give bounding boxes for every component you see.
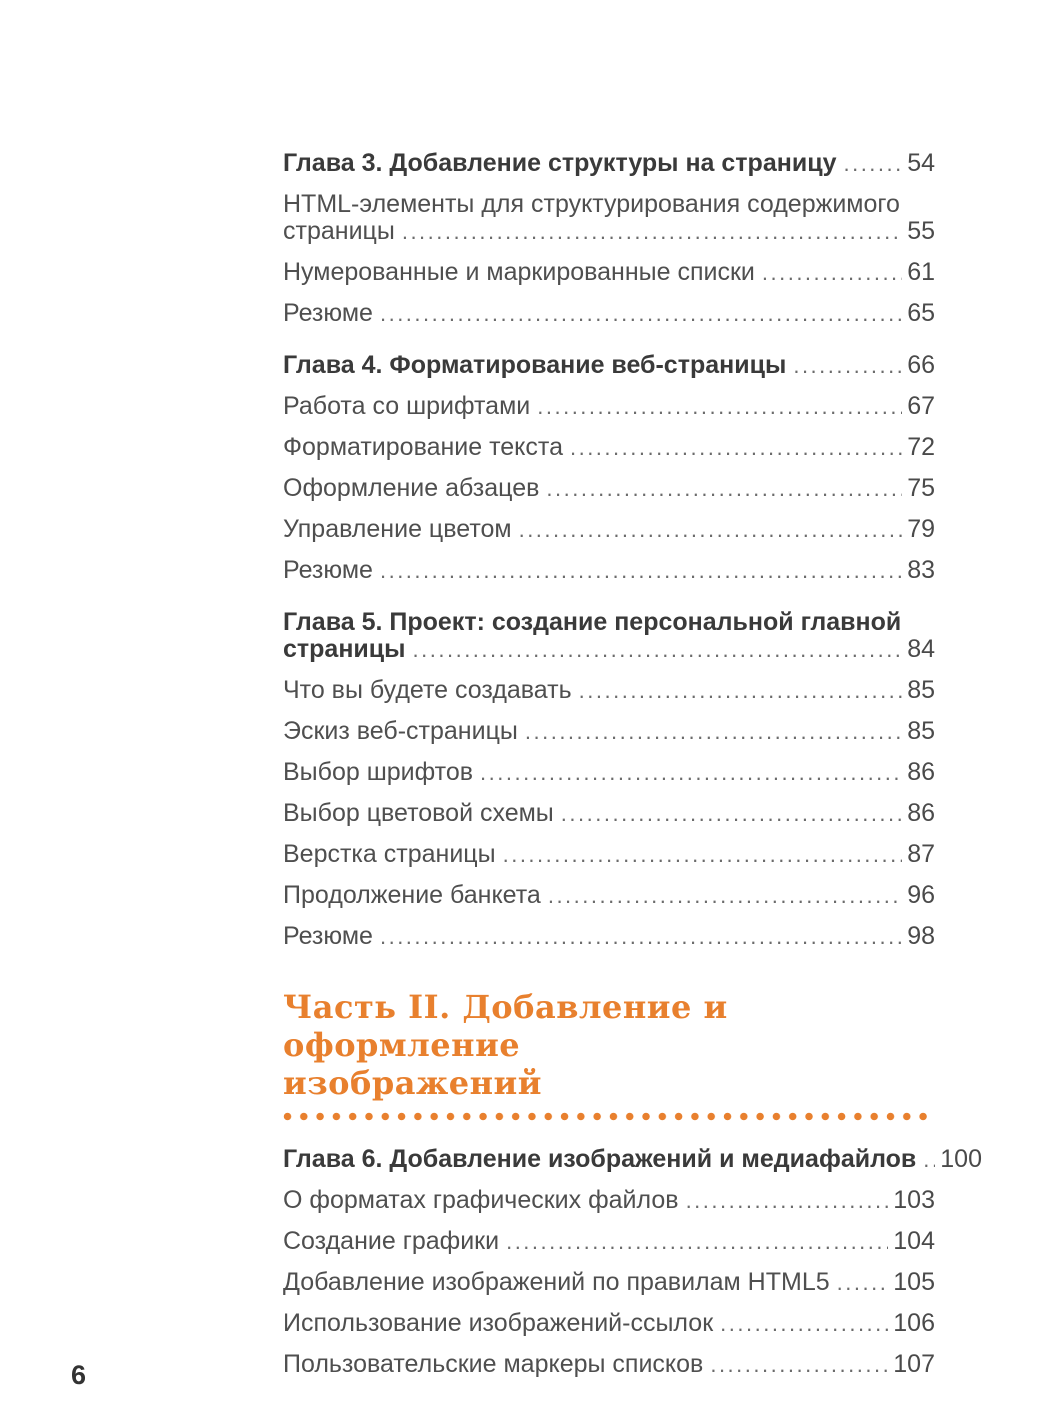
dot-leader	[686, 1187, 889, 1214]
page-number: 6	[71, 1360, 87, 1390]
toc-section-entry	[283, 677, 935, 704]
dot-leader	[923, 1146, 935, 1173]
toc-row	[283, 677, 935, 704]
toc-section-entry	[283, 882, 935, 909]
dot-leader	[519, 516, 903, 543]
toc-section-entry	[283, 393, 935, 420]
toc-row	[283, 475, 935, 502]
dot-leader	[380, 300, 902, 327]
toc-title-line: Глава 5. Проект: создание персональной главной	[283, 608, 902, 636]
toc-section-entry	[283, 1187, 935, 1214]
toc-row	[283, 1351, 935, 1378]
toc-page-number: 61	[907, 258, 935, 286]
toc-title: Работа со шрифтами	[283, 392, 531, 420]
toc-row	[283, 841, 935, 868]
toc-row	[283, 150, 935, 177]
toc-page-number: 98	[907, 922, 935, 950]
toc-page-number: 85	[907, 676, 935, 704]
toc-row	[283, 434, 935, 461]
dot-leader	[843, 150, 902, 177]
toc-title: Эскиз веб-страницы	[283, 717, 518, 745]
dot-leader	[710, 1351, 888, 1378]
toc-page-number: 87	[907, 840, 935, 868]
toc-chapter-entry	[283, 150, 935, 177]
dot-leader	[380, 557, 902, 584]
toc-page-number: 86	[907, 758, 935, 786]
part-heading-block	[283, 988, 935, 1121]
toc-page-number: 55	[907, 217, 935, 245]
toc-section-entry	[283, 1351, 935, 1378]
toc-title: Глава 3. Добавление структуры на страницу	[283, 149, 837, 177]
dot-leader	[503, 841, 903, 868]
toc-title: О форматах графических файлов	[283, 1186, 679, 1214]
toc-page-number: 83	[907, 556, 935, 584]
toc-row	[283, 636, 935, 663]
toc-row	[283, 352, 935, 379]
toc-section-entry	[283, 1310, 935, 1337]
toc-section-entry	[283, 475, 935, 502]
toc-section-entry	[283, 557, 935, 584]
dot-leader	[480, 759, 902, 786]
toc-title: Резюме	[283, 299, 373, 327]
table-of-contents	[283, 149, 982, 1392]
dot-leader	[793, 352, 902, 379]
toc-section-entry	[283, 841, 935, 868]
toc-title: Резюме	[283, 556, 373, 584]
toc-page-number: 75	[907, 474, 935, 502]
toc-section-entry	[283, 800, 935, 827]
toc-section-entry	[283, 191, 935, 245]
dot-leader	[380, 923, 902, 950]
toc-page-number: 72	[907, 433, 935, 461]
toc-chapter-entry	[283, 609, 935, 663]
toc-page-number: 100	[940, 1145, 982, 1173]
toc-page-number: 106	[893, 1309, 935, 1337]
part-title-line: изображений	[283, 1064, 543, 1102]
dot-leader	[525, 718, 902, 745]
toc-row	[283, 882, 935, 909]
toc-page-number: 84	[907, 635, 935, 663]
toc-title: Продолжение банкета	[283, 881, 541, 909]
toc-section-entry	[283, 718, 935, 745]
toc-title: страницы	[283, 635, 406, 663]
toc-title: Пользовательские маркеры списков	[283, 1350, 704, 1378]
toc-row	[283, 759, 935, 786]
toc-title: Верстка страницы	[283, 840, 496, 868]
dot-leader	[579, 677, 903, 704]
toc-title: Добавление изображений по правилам HTML5	[283, 1268, 830, 1296]
toc-page-number: 85	[907, 717, 935, 745]
toc-section-entry	[283, 259, 935, 286]
toc-row	[283, 259, 935, 286]
toc-title: Оформление абзацев	[283, 474, 540, 502]
part-title-line: Часть II. Добавление и оформление	[283, 988, 728, 1064]
dot-leader	[402, 218, 902, 245]
dot-leader	[720, 1310, 888, 1337]
toc-section-entry	[283, 923, 935, 950]
toc-row	[283, 557, 935, 584]
dotted-rule	[283, 1112, 935, 1121]
toc-page-number: 54	[907, 149, 935, 177]
toc-section-entry	[283, 1269, 935, 1296]
toc-row	[283, 393, 935, 420]
toc-title: Создание графики	[283, 1227, 500, 1255]
toc-title: Управление цветом	[283, 515, 512, 543]
toc-page-number: 104	[893, 1227, 935, 1255]
dot-leader	[537, 393, 902, 420]
dot-leader	[570, 434, 902, 461]
toc-row	[283, 800, 935, 827]
dot-leader	[561, 800, 902, 827]
toc-title: страницы	[283, 217, 395, 245]
toc-row	[283, 1310, 935, 1337]
toc-row	[283, 300, 935, 327]
dot-leader	[413, 636, 903, 663]
toc-section-entry	[283, 300, 935, 327]
toc-page-number: 67	[907, 392, 935, 420]
toc-page-number: 65	[907, 299, 935, 327]
dot-leader	[546, 475, 902, 502]
toc-section-entry	[283, 759, 935, 786]
toc-page-number: 79	[907, 515, 935, 543]
toc-title: Глава 6. Добавление изображений и медиафайлов	[283, 1145, 917, 1173]
toc-title: Выбор цветовой схемы	[283, 799, 554, 827]
toc-row	[283, 516, 935, 543]
toc-section-entry	[283, 434, 935, 461]
toc-row	[283, 923, 935, 950]
toc-page-number: 96	[907, 881, 935, 909]
toc-page-number: 66	[907, 351, 935, 379]
toc-row	[283, 1269, 935, 1296]
toc-section-entry	[283, 516, 935, 543]
toc-title: Использование изображений-ссылок	[283, 1309, 714, 1337]
toc-row	[283, 1228, 935, 1255]
toc-title: Резюме	[283, 922, 373, 950]
toc-title: Что вы будете создавать	[283, 676, 572, 704]
toc-row	[283, 1145, 982, 1173]
toc-title: Глава 4. Форматирование веб-страницы	[283, 351, 787, 379]
dot-leader	[548, 882, 902, 909]
dot-leader	[837, 1269, 889, 1296]
toc-page-number: 103	[893, 1186, 935, 1214]
toc-page-number: 105	[893, 1268, 935, 1296]
toc-chapter-entry	[283, 352, 935, 379]
toc-title: Выбор шрифтов	[283, 758, 474, 786]
toc-row	[283, 1187, 935, 1214]
dot-leader	[762, 259, 902, 286]
toc-title: Форматирование текста	[283, 433, 563, 461]
toc-row	[283, 218, 935, 245]
toc-title-line: HTML-элементы для структурирования содержимого	[283, 190, 900, 218]
dot-leader	[506, 1228, 888, 1255]
toc-page-number: 86	[907, 799, 935, 827]
toc-section-entry	[283, 1228, 935, 1255]
toc-chapter-entry	[283, 1145, 982, 1173]
toc-title: Нумерованные и маркированные списки	[283, 258, 755, 286]
toc-page-number: 107	[893, 1350, 935, 1378]
toc-row	[283, 718, 935, 745]
